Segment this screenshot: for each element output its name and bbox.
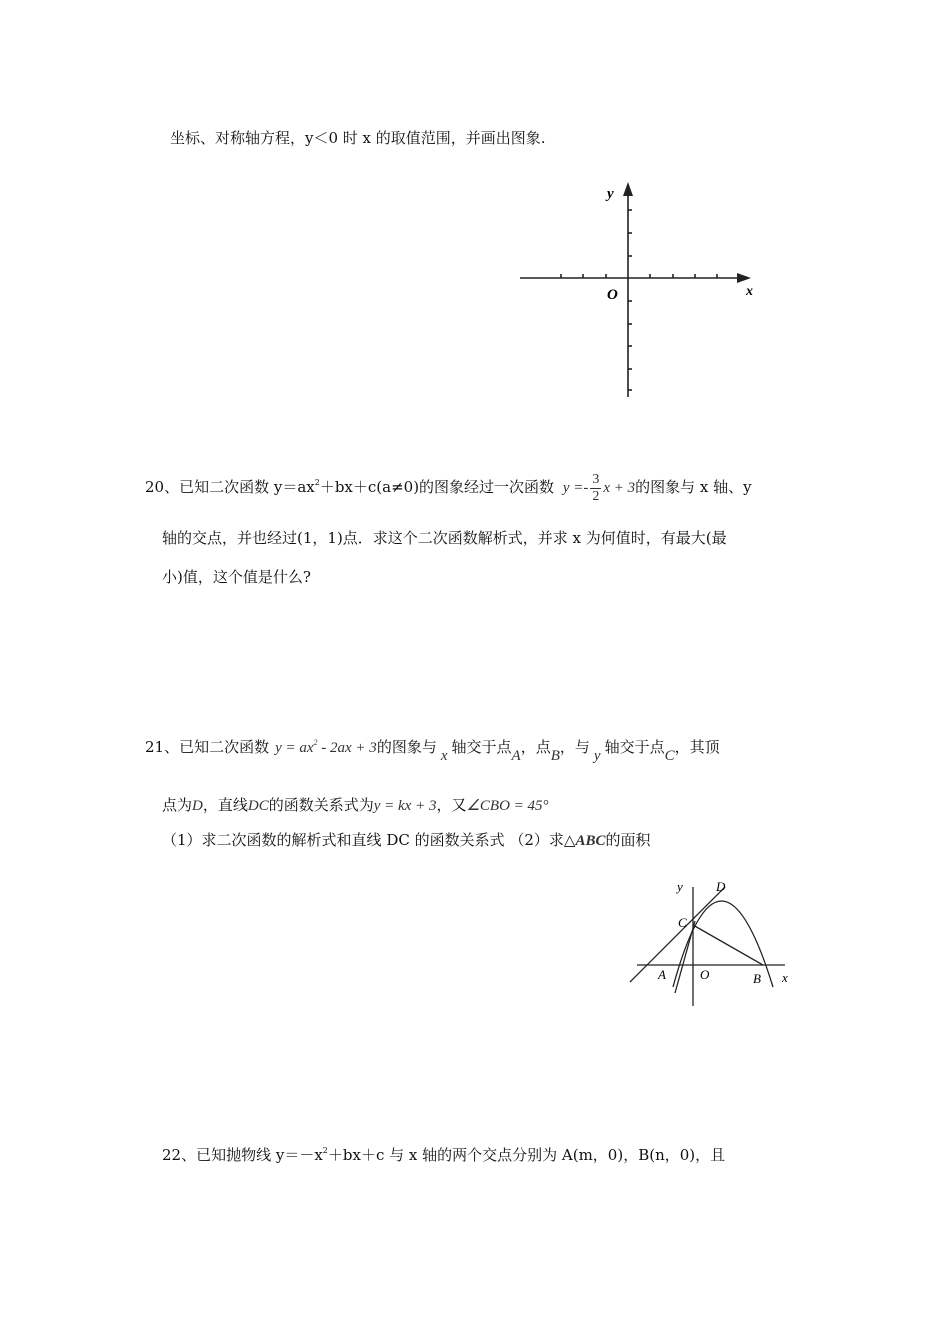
- q20-line2: 轴的交点，并也经过(1，1)点．求这个二次函数解析式，并求 x 为何值时，有最大(最: [162, 529, 727, 547]
- q21-line3: （1）求二次函数的解析式和直线 DC 的函数关系式 （2）求△ABC的面积: [162, 831, 651, 849]
- fig2-y-label: y: [677, 879, 683, 894]
- q21-line1: 21、已知二次函数 $y = ax^2 - 2ax + 3$的图象与 x 轴交于点A，点B，与 y 轴交于点C，其顶: [145, 738, 720, 764]
- fig2-a-label: A: [658, 967, 666, 982]
- q19-text: [170, 128, 546, 148]
- linear-function: y =-: [562, 480, 589, 496]
- q22-line1: 22、已知抛物线 $y=-x^2+bx+c$ 与 x 轴的两个交点分别为 A(m，0)，B(n，0)，且: [162, 1146, 726, 1164]
- fig2-x-label: x: [782, 970, 788, 985]
- fig2-d-label: D: [716, 879, 726, 894]
- parabola-figure: [625, 875, 805, 1010]
- axis-y-label: y: [607, 186, 614, 202]
- axis-x-label: x: [746, 284, 753, 299]
- fraction-3-2: $\frac{3}{2}$: [592, 471, 600, 504]
- q19-tail: 坐标、对称轴方程，y＜0 时 x 的取值范围，并画出图象.: [170, 129, 546, 147]
- q20-line3: 小)值，这个值是什么?: [162, 568, 311, 586]
- fig2-c-label: C: [678, 915, 687, 930]
- quadratic-function: $y = ax^2 - 2ax + 3$: [275, 738, 377, 756]
- q20-line1: 20、已知二次函数 $y=ax^2+bx+c(a\ne 0)$的图象经过一次函数 y =- $\frac{3}{2}$ x + 3的图象与 x 轴、y: [145, 471, 752, 504]
- q21-line2: 点为D，直线DC的函数关系式为y = kx + 3，又∠CBO = 45°: [162, 796, 549, 814]
- coordinate-axes-figure: [515, 180, 765, 400]
- origin-label: O: [607, 287, 618, 303]
- fig2-o-label: O: [700, 967, 710, 982]
- fig2-b-label: B: [753, 971, 761, 986]
